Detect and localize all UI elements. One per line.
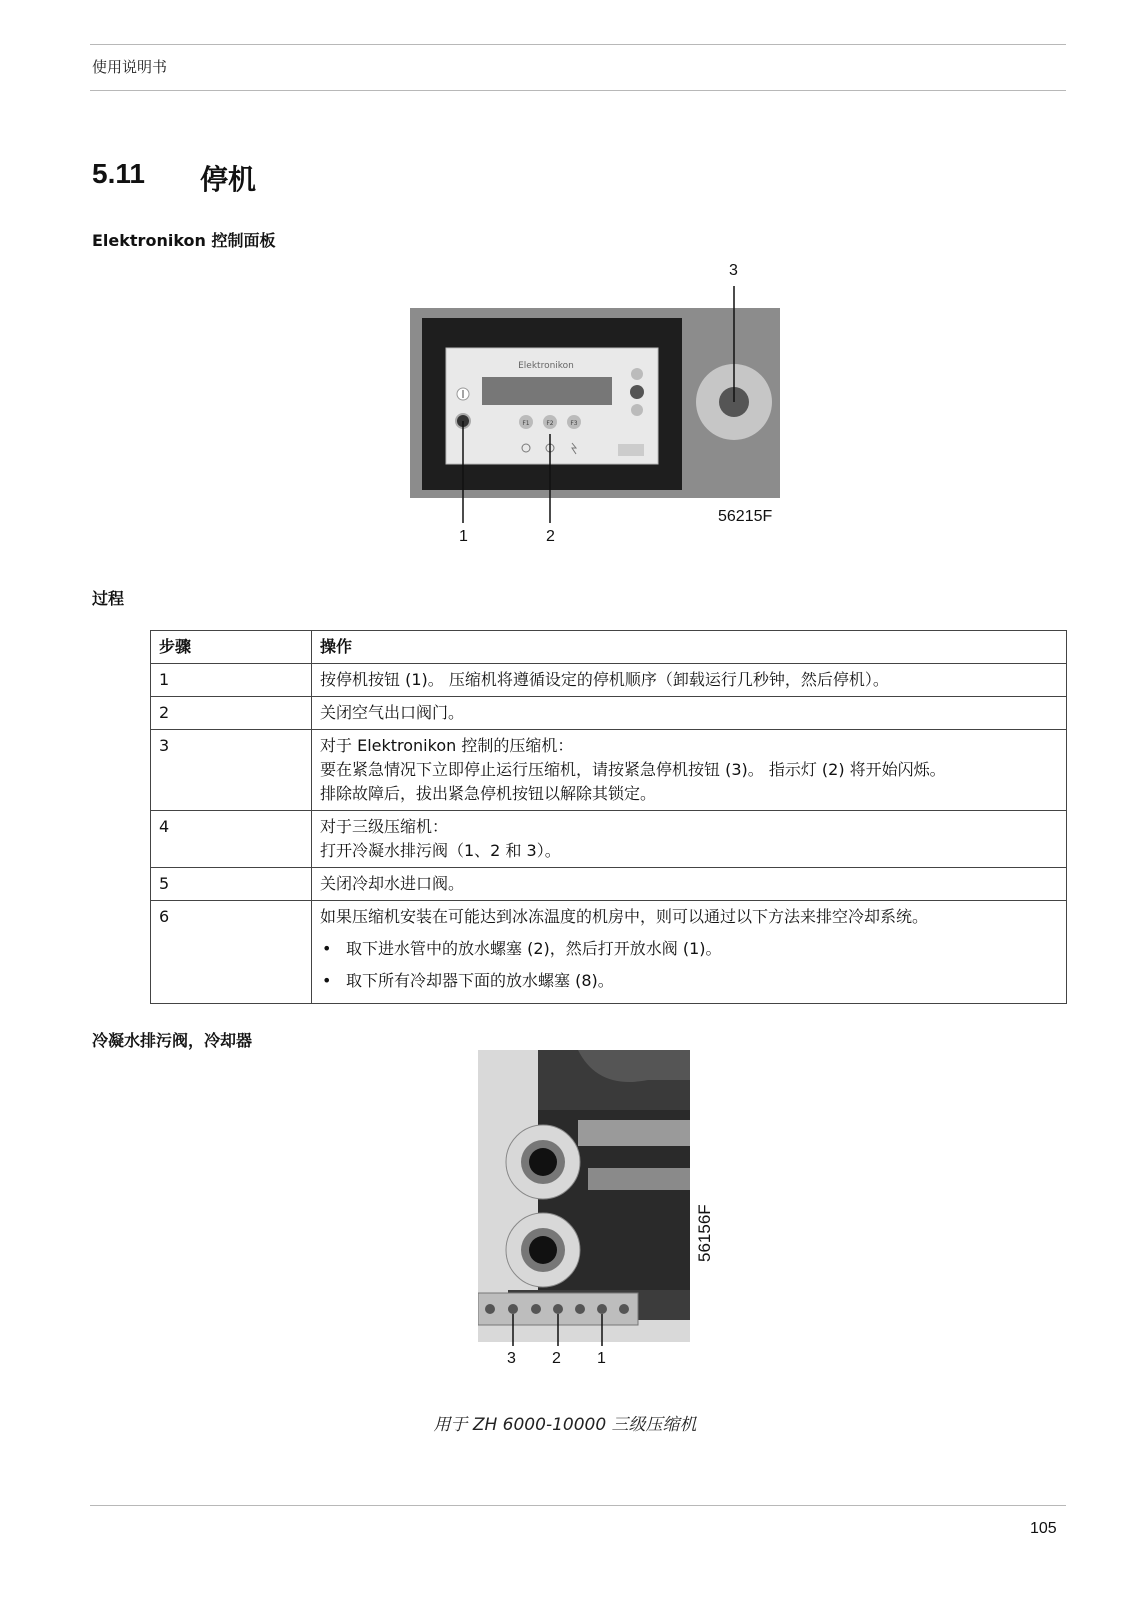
drain-callout-3: 3 [507,1350,516,1367]
header-bottom-rule [90,90,1066,91]
step-action: 按停机按钮 (1)。 压缩机将遵循设定的停机顺序（卸载运行几秒钟，然后停机）。 [312,664,1067,697]
col-step-header: 步骤 [151,631,312,664]
table-row [151,730,1067,811]
tab-key [630,385,644,399]
pipe-middle [588,1168,690,1190]
drain-figure-code: 56156F [695,1204,714,1262]
step-action: 对于三级压缩机： 打开冷凝水排污阀（1、2 和 3）。 [312,811,1067,868]
col-action-header: 操作 [312,631,1067,664]
arrow-down-key [631,404,643,416]
drain-valve [531,1304,541,1314]
callout-3: 3 [729,262,738,279]
manufacturer-logo [618,444,644,456]
step-number: 6 [151,901,312,1004]
table-row [151,901,1067,1004]
figure-caption: 用于 ZH 6000-10000 三级压缩机 [433,1415,697,1435]
drain-callout-1: 1 [597,1350,606,1367]
step-number: 4 [151,811,312,868]
drain-valve [575,1304,585,1314]
drain-callout-2: 2 [552,1350,561,1367]
section-number: 5.11 [92,158,145,189]
svg-text:F3: F3 [570,420,578,427]
manual-title: 使用说明书 [92,58,168,76]
arrow-up-key [631,368,643,380]
step-action: 关闭空气出口阀门。 [312,697,1067,730]
callout-1: 1 [459,528,468,545]
table-row [151,697,1067,730]
brand-label: Elektronikon [518,361,574,371]
panel-figure-code: 56215F [718,508,773,525]
callout-2: 2 [546,528,555,545]
bullet-item: • 取下所有冷却器下面的放水螺塞 (8)。 [320,969,1058,993]
drain-valve [597,1304,607,1314]
drain-valve [485,1304,495,1314]
pipe-upper [578,1120,690,1146]
step-number: 1 [151,664,312,697]
svg-text:F2: F2 [546,420,554,427]
drain-valve [619,1304,629,1314]
section-title: 停机 [200,163,257,196]
bullet-item: • 取下进水管中的放水螺塞 (2)，然后打开放水阀 (1)。 [320,937,1058,961]
display-screen [482,377,612,405]
header-top-rule [90,44,1066,45]
drain-valve [508,1304,518,1314]
drain-valve-figure [478,1050,728,1375]
step-number: 2 [151,697,312,730]
table-row [151,664,1067,697]
step-number: 5 [151,868,312,901]
procedure-heading: 过程 [92,589,125,608]
footer-rule [90,1505,1066,1506]
step-action: 对于 Elektronikon 控制的压缩机： 要在紧急情况下立即停止运行压缩机，请按紧急停机按钮 (3)。 指示灯 (2) 将开始闪烁。 排除故障后，拔出紧急停机按钮以解除其锁定。 [312,730,1067,811]
panel-heading: Elektronikon 控制面板 [92,231,276,250]
drain-valve [553,1304,563,1314]
svg-text:F1: F1 [522,420,530,427]
step-action: 如果压缩机安装在可能达到冰冻温度的机房中，则可以通过以下方法来排空冷却系统。 • 取下进水管中的放水螺塞 (2)，然后打开放水阀 (1)。 • 取下所有冷却器下面的放水螺塞 (8)。 [312,901,1067,1004]
table-row [151,811,1067,868]
table-header-row [151,631,1067,664]
table-row [151,868,1067,901]
procedure-table [150,630,1067,1004]
step-action: 关闭冷却水进口阀。 [312,868,1067,901]
step-number: 3 [151,730,312,811]
page-number: 105 [1030,1520,1057,1537]
drain-heading: 冷凝水排污阀，冷却器 [92,1031,253,1050]
